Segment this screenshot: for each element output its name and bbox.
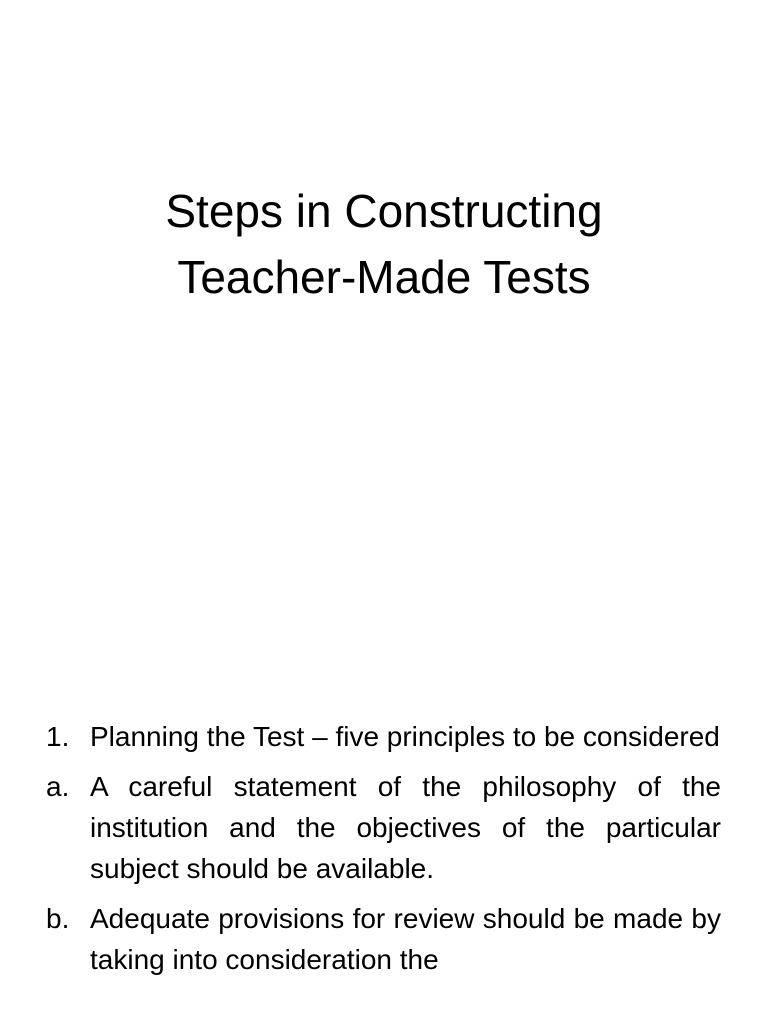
content-slide [0, 680, 768, 1024]
list-item-marker: 1. [46, 721, 70, 752]
list-item [0, 766, 768, 889]
step-list [0, 716, 768, 989]
list-item-text: Planning the Test – five principles to be considered [90, 721, 720, 752]
list-item-marker: a. [46, 771, 70, 802]
title-line-2: Teacher-Made Tests [177, 251, 591, 303]
list-item-text: Adequate provisions for review should be made by taking into consideration the [90, 903, 721, 975]
list-item-text: A careful statement of the philosophy of the institution and the objectives of the particular subject should be available. [90, 771, 721, 884]
slide-title [0, 178, 768, 310]
list-item [0, 898, 768, 980]
list-item [0, 716, 768, 757]
list-item-marker: b. [46, 903, 70, 934]
title-line-1: Steps in Constructing [165, 185, 603, 237]
